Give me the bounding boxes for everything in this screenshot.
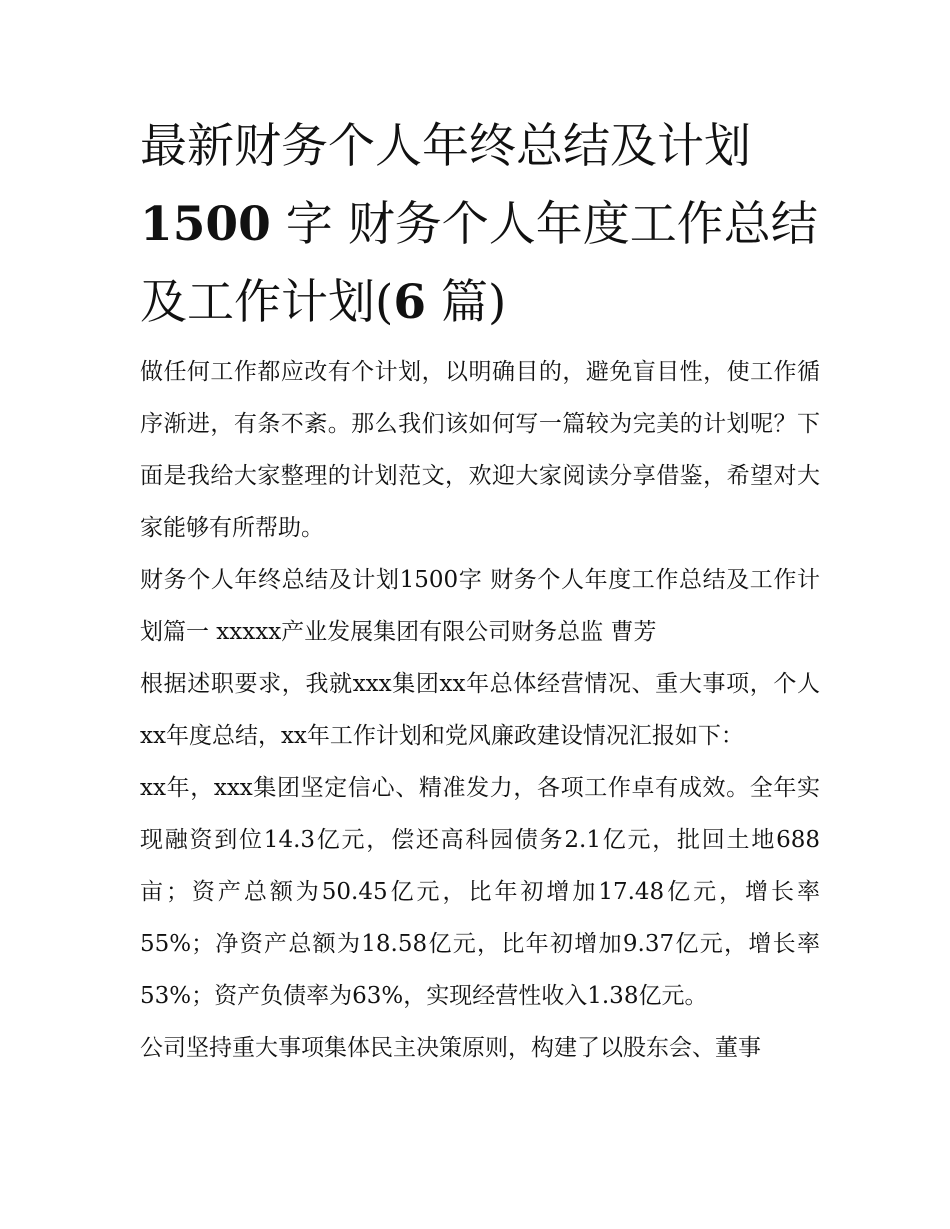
title-part-3: 字 财务个人年度工作总结及工作计划( <box>140 197 818 330</box>
report-intro-paragraph: 根据述职要求，我就xxx集团xx年总体经营情况、重大事项，个人xx年度总结，xx年工作计划和党风廉政建设情况汇报如下： <box>140 671 820 749</box>
results-paragraph: xx年，xxx集团坚定信心、精准发力，各项工作卓有成效。全年实现融资到位14.3亿元，偿还高科园债务2.1亿元，批回土地688亩；资产总额为50.45亿元，比年初增加17.48亿元，增长率55%；净资产总额为18.58亿元，比年初增加9.37亿元，增长率53%；资产负债率为63%，实现经营性收入1.38亿元。 <box>140 775 820 1009</box>
title-part-1: 最新财务个人年终总结及计划 <box>140 119 751 174</box>
title-part-2: 1500 <box>140 197 271 252</box>
document-title <box>140 108 820 342</box>
title-part-5: 篇) <box>441 275 507 330</box>
governance-paragraph: 公司坚持重大事项集体民主决策原则，构建了以股东会、董事 <box>140 1035 761 1061</box>
title-part-4: 6 <box>393 275 427 330</box>
intro-paragraph: 做任何工作都应改有个计划，以明确目的，避免盲目性，使工作循序渐进，有条不紊。那么我们该如何写一篇较为完美的计划呢？下面是我给大家整理的计划范文，欢迎大家阅读分享借鉴，希望对大家能够有所帮助。 <box>140 359 820 541</box>
section-heading-paragraph: 财务个人年终总结及计划1500字 财务个人年度工作总结及工作计划篇一 xxxxx产业发展集团有限公司财务总监 曹芳 <box>140 567 820 645</box>
document-page <box>140 108 820 1074</box>
